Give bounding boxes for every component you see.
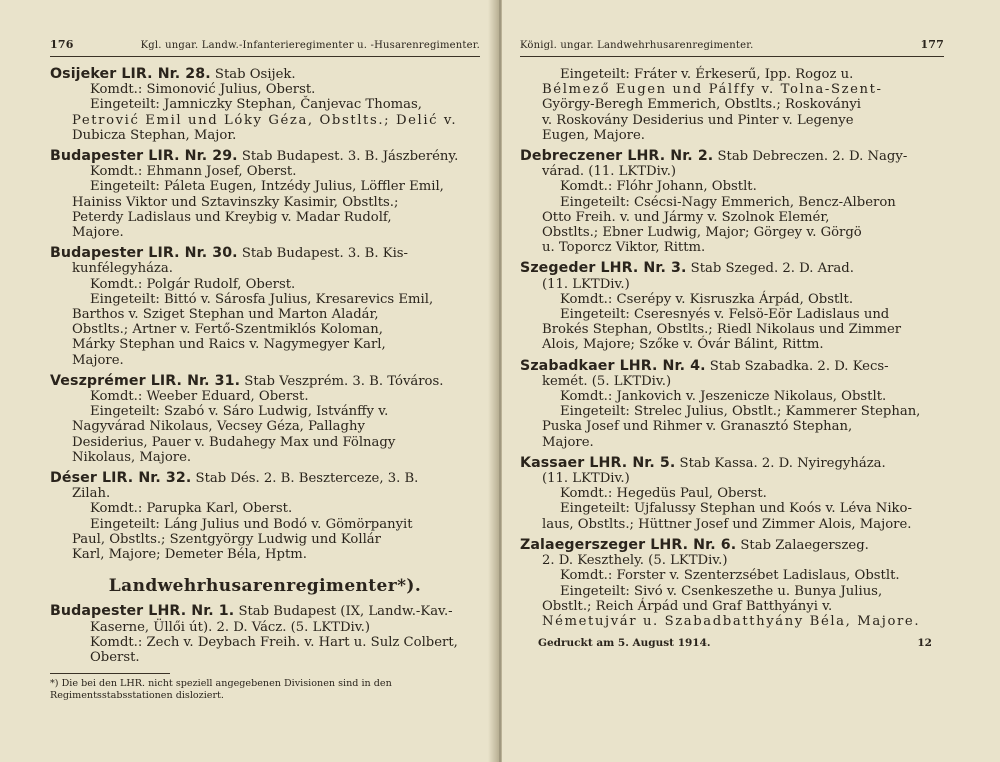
regiment-stab: Stab Szeged. 2. D. Arad. [686, 261, 854, 277]
entry-line: Hainiss Viktor und Sztavinszky Kasimir, Obstlts.; [72, 194, 399, 210]
entry-line: Dubicza Stephan, Major. [72, 127, 237, 143]
entry-line: Majore. [72, 225, 124, 241]
regiment-name: Kassaer LHR. Nr. 5. [520, 454, 676, 471]
entry-line: Eugen, Majore. [542, 127, 645, 143]
regiment-name: Budapester LHR. Nr. 1. [50, 603, 235, 620]
entry-line: u. Toporcz Viktor, Rittm. [542, 240, 706, 256]
regiment-stab: Stab Budapest. 3. B. Jászberény. [237, 149, 459, 165]
left-running-head [50, 38, 480, 57]
left-page-number: 176 [50, 38, 74, 51]
entry-line: 2. D. Keszthely. (5. LKTDiv.) [542, 553, 728, 569]
regiment-entry [50, 67, 480, 143]
entry-line: Eingeteilt: Bittó v. Sárosfa Julius, Kresarevics Emil, [90, 291, 434, 307]
regiment-entry [50, 246, 480, 368]
entry-line: kemét. (5. LKTDiv.) [542, 373, 672, 389]
regiment-stab: Stab Debreczen. 2. D. Nagy- [713, 149, 908, 165]
entry-line: Barthos v. Sziget Stephan und Marton Aladár, [72, 307, 379, 323]
section-title: Landwehrhusarenregimenter*). [108, 576, 422, 597]
entry-line: Eingeteilt: Láng Julius und Bodó v. Gömörpanyit [90, 516, 413, 532]
entry-line: Eingeteilt: Ujfalussy Stephan und Koós v. Léva Niko- [560, 501, 912, 517]
regiment-entry [520, 538, 944, 629]
entry-line: Paul, Obstlts.; Szentgyörgy Ludwig und Kollár [72, 531, 381, 547]
continuation-block [520, 67, 944, 143]
entry-line: Petrović Emil und Lóky Géza, Obstlts.; Delić v. [72, 112, 458, 128]
entry-line: Eingeteilt: Sivó v. Csenkeszethe u. Bunya Julius, [560, 583, 883, 599]
regiment-name: Veszprémer LIR. Nr. 31. [50, 372, 241, 389]
regiment-stab: Stab Veszprém. 3. B. Tóváros. [240, 373, 444, 389]
signature-mark: 12 [917, 637, 932, 650]
entry-line: Eingeteilt: Szabó v. Sáro Ludwig, Istvánffy v. [90, 404, 389, 420]
entry-line: Komdt.: Forster v. Szenterzsébet Ladislaus, Obstlt. [560, 568, 900, 584]
entry-line: v. Roskovány Desiderius und Pinter v. Legenye [542, 112, 854, 128]
regiment-entry [50, 374, 480, 465]
footnote: *) Die bei den LHR. nicht speziell angegebenen Divisionen sind in den Regimentsstabsstationen disloziert. [50, 678, 392, 702]
right-running-head [520, 38, 944, 57]
entry-line: Karl, Majore; Demeter Béla, Hptm. [72, 547, 307, 563]
entry-line: Eingeteilt: Fráter v. Érkeserű, Ipp. Rogoz u. [560, 67, 854, 82]
entry-line: Nagyvárad Nikolaus, Vecsey Géza, Pallaghy [72, 419, 365, 435]
entry-line: Eingeteilt: Csécsi-Nagy Emmerich, Bencz-Alberon [560, 194, 896, 210]
entry-line: Komdt.: Parupka Karl, Oberst. [90, 501, 293, 517]
entry-line: Komdt.: Polgár Rudolf, Oberst. [90, 276, 296, 292]
entry-line: Obstlts.; Ebner Ludwig, Major; Görgey v. Görgö [542, 225, 862, 241]
entry-line: Majore. [72, 352, 124, 368]
regiment-entry [50, 604, 480, 665]
entry-line: Eingeteilt: Páleta Eugen, Intzédy Julius, Löffler Emil, [90, 179, 444, 195]
printing-note [520, 637, 944, 649]
entry-line: Obstlts.; Artner v. Fertő-Szentmiklós Koloman, [72, 322, 383, 338]
regiment-name: Budapester LIR. Nr. 30. [50, 245, 238, 262]
entry-line: Otto Freih. v. und Jármy v. Szolnok Elemér, [542, 209, 830, 225]
right-page [502, 0, 1000, 762]
entry-line: (11. LKTDiv.) [542, 276, 630, 292]
left-running-title: Kgl. ungar. Landw.-Infanterieregimenter u. -Husarenregimenter. [140, 40, 480, 51]
right-running-title: Königl. ungar. Landwehrhusarenregimenter. [520, 40, 754, 51]
entry-line: Komdt.: Weeber Eduard, Oberst. [90, 389, 309, 405]
left-page [0, 0, 498, 762]
entry-line: Brokés Stephan, Obstlts.; Riedl Nikolaus und Zimmer [542, 322, 902, 338]
regiment-name: Debreczener LHR. Nr. 2. [520, 148, 714, 165]
entry-line: Komdt.: Ehmann Josef, Oberst. [90, 164, 297, 180]
regiment-name: Szegeder LHR. Nr. 3. [520, 260, 687, 277]
regiment-entry [520, 359, 944, 450]
printed-date: Gedruckt am 5. August 1914. [538, 637, 711, 650]
entry-line: laus, Obstlts.; Hüttner Josef und Zimmer Alois, Majore. [542, 516, 912, 532]
entry-line: Obstlt.; Reich Árpád und Graf Batthyányi v. [542, 598, 833, 614]
regiment-stab: Stab Szabadka. 2. D. Kecs- [705, 358, 889, 374]
regiment-name: Zalaegerszeger LHR. Nr. 6. [520, 536, 737, 553]
entry-line: György-Beregh Emmerich, Obstlts.; Roskoványi [542, 97, 862, 113]
right-page-number: 177 [920, 38, 944, 51]
entry-line: Eingeteilt: Jamniczky Stephan, Čanjevac Thomas, [90, 97, 422, 113]
entry-line: Komdt.: Simonović Julius, Oberst. [90, 82, 316, 98]
entry-line: Komdt.: Zech v. Deybach Freih. v. Hart u. Sulz Colbert, [90, 634, 458, 650]
entry-line: Komdt.: Hegedüs Paul, Oberst. [560, 486, 767, 502]
regiment-entry [520, 456, 944, 532]
regiment-stab: Stab Budapest (IX, Landw.-Kav.- [234, 604, 453, 620]
entry-line: Komdt.: Cserépy v. Kisruszka Árpád, Obstlt. [560, 291, 854, 307]
entry-line: (11. LKTDiv.) [542, 471, 630, 487]
entry-line: Alois, Majore; Szőke v. Óvár Bálint, Rittm. [542, 337, 824, 353]
regiment-stab: Stab Osijek. [210, 67, 296, 82]
entry-line: Majore. [542, 434, 594, 450]
entry-line: Komdt.: Jankovich v. Jeszenicze Nikolaus, Obstlt. [560, 389, 887, 405]
regiment-entry [50, 471, 480, 562]
entry-line: Zilah. [72, 486, 111, 502]
entry-line: Nikolaus, Majore. [72, 449, 192, 465]
entry-line: Kaserne, Üllői út). 2. D. Vácz. (5. LKTDiv.) [90, 619, 370, 635]
entry-line: várad. (11. LKTDiv.) [542, 164, 677, 180]
entry-line: Németujvár u. Szabadbatthyány Béla, Majore. [542, 613, 921, 629]
regiment-stab: Stab Zalaegerszeg. [736, 537, 869, 553]
entry-line: Puska Josef und Rihmer v. Granasztó Stephan, [542, 419, 853, 435]
regiment-name: Szabadkaer LHR. Nr. 4. [520, 357, 706, 374]
entry-line: Márky Stephan und Raics v. Nagymegyer Karl, [72, 337, 386, 353]
regiment-entry [50, 149, 480, 240]
entry-line: Eingeteilt: Strelec Julius, Obstlt.; Kammerer Stephan, [560, 404, 921, 420]
entry-line: Eingeteilt: Cseresnyés v. Felsö-Eör Ladislaus und [560, 307, 890, 323]
regiment-entry [520, 261, 944, 352]
entry-line: kunfélegyháza. [72, 261, 173, 277]
entry-line: Desiderius, Pauer v. Budahegy Max und Fölnagy [72, 434, 396, 450]
footnote-rule [50, 673, 170, 674]
regiment-name: Budapester LIR. Nr. 29. [50, 148, 238, 165]
entry-line: Oberst. [90, 649, 140, 665]
entry-line: Komdt.: Flóhr Johann, Obstlt. [560, 179, 757, 195]
regiment-stab: Stab Budapest. 3. B. Kis- [237, 246, 409, 262]
regiment-name: Osijeker LIR. Nr. 28. [50, 66, 211, 82]
regiment-stab: Stab Dés. 2. B. Beszterceze, 3. B. [191, 471, 419, 487]
regiment-name: Déser LIR. Nr. 32. [50, 470, 192, 487]
entry-line: Bélmező Eugen und Pálffy v. Tolna-Szent- [542, 82, 883, 98]
entry-line: Peterdy Ladislaus und Kreybig v. Madar Rudolf, [72, 209, 392, 225]
regiment-stab: Stab Kassa. 2. D. Nyiregyháza. [675, 455, 886, 471]
regiment-entry [520, 149, 944, 255]
